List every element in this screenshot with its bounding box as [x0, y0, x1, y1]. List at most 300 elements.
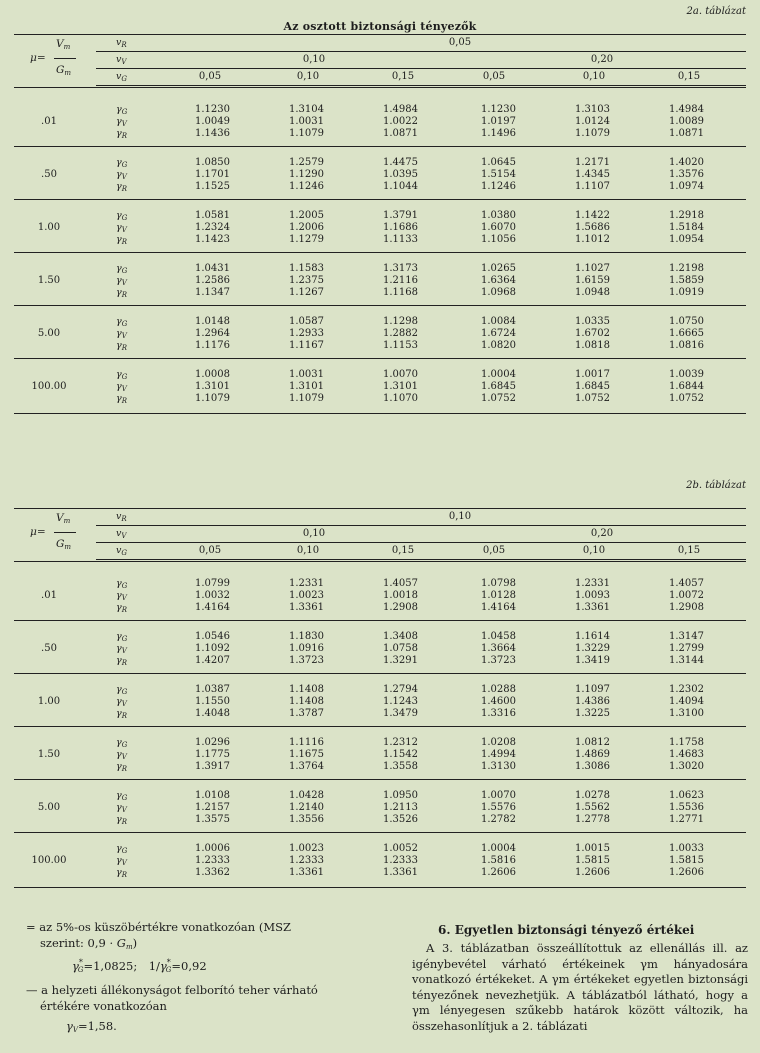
table_a-gamma-label-sub: V [121, 226, 127, 234]
table_a-value-cell: 1.1701 [195, 169, 230, 180]
table_b-value-cell: 1.2302 [669, 684, 704, 695]
table-rule [14, 146, 746, 147]
table_a-value-cell: 1.0004 [481, 369, 516, 380]
table_b-gamma-label-base: γ [116, 814, 122, 825]
mu-fraction-bar [54, 58, 76, 59]
table_a-mu-value: 5.00 [37, 328, 61, 339]
table_b-value-cell: 1.0015 [575, 843, 610, 854]
table_a-gamma-label-sub: V [121, 120, 127, 128]
footnote-line-1: = az 5%-os küszöbértékre vonatkozóan (MSZ [26, 920, 291, 934]
table_a-value-cell: 1.0197 [481, 116, 516, 127]
table_a-value-cell: 1.1079 [195, 393, 230, 404]
table-rule [14, 561, 746, 562]
mu-den-base: G [56, 64, 65, 76]
table_b-value-cell: 1.2771 [669, 814, 704, 825]
mu-numerator [56, 512, 70, 527]
fn-l3-b-val: =0,92 [171, 958, 207, 973]
table_b-value-cell: 1.3100 [669, 708, 704, 719]
table_a-value-cell: 1.0871 [669, 128, 704, 139]
table_a-gamma-label-base: γ [116, 169, 122, 180]
table_a-value-cell: 1.0039 [669, 369, 704, 380]
table_a-gamma-label [116, 234, 127, 248]
table_a-value-cell: 1.0031 [289, 116, 324, 127]
table_b-value-cell: 1.1408 [289, 696, 324, 707]
table_a-value-cell: 1.6702 [575, 328, 610, 339]
table_a-value-cell: 1.1230 [481, 104, 516, 115]
fn-l6-sub: V [72, 1026, 78, 1034]
table_b-value-cell: 1.2794 [383, 684, 418, 695]
fn-l3-sup: * [78, 958, 83, 967]
table_a-value-cell: 1.6844 [669, 381, 704, 392]
table_b-value-cell: 1.2799 [669, 643, 704, 654]
table_a-value-cell: 1.2586 [195, 275, 230, 286]
table_a-gamma-label-base: γ [116, 369, 122, 380]
table-rule [14, 779, 746, 780]
table_a-value-cell: 1.1153 [383, 340, 418, 351]
table_a-value-cell: 1.2006 [289, 222, 324, 233]
table_a-value-cell: 1.0017 [575, 369, 610, 380]
table_a-gamma-label-sub: G [121, 108, 128, 116]
fn-l6-val: =1,58. [77, 1019, 117, 1033]
table_b-value-cell: 1.5536 [669, 802, 704, 813]
table_b-gamma-label-sub: V [121, 700, 127, 708]
table_b-gamma-label-base: γ [116, 708, 122, 719]
table_a-label: 2a. táblázat [686, 6, 746, 17]
table_b-gamma-label-sub: V [121, 594, 127, 602]
table_b-value-cell: 1.0108 [195, 790, 230, 801]
fn-l3-b-gamma: γ [159, 958, 167, 973]
table_a-value-cell: 1.1298 [383, 316, 418, 327]
table_a-gamma-label-sub: R [121, 238, 127, 246]
table_a-value-cell: 1.0919 [669, 287, 704, 298]
table_b-gamma-label-base: γ [116, 696, 122, 707]
table_a-vr-symbol-base: v [116, 37, 122, 48]
table_a-gamma-label [116, 340, 127, 354]
table_b-gamma-label-base: γ [116, 867, 122, 878]
table_b-gamma-label [116, 867, 127, 881]
table_b-value-cell: 1.3526 [383, 814, 418, 825]
table_a-gamma-label-sub: G [121, 214, 128, 222]
fn-l6-gamma: γ [66, 1019, 73, 1033]
table_a-value-cell: 1.2918 [669, 210, 704, 221]
table_b-value-cell: 1.1092 [195, 643, 230, 654]
table_a-gamma-label-sub: R [121, 132, 127, 140]
table_b-value-cell: 1.1614 [575, 631, 610, 642]
table_b-mu-header [30, 512, 100, 556]
mu-num-sub: m [63, 43, 71, 51]
table_b-value-cell: 1.3361 [383, 867, 418, 878]
footnote-line-6 [66, 1019, 117, 1038]
mu-fraction-bar [54, 532, 76, 533]
table_a-value-cell: 1.0049 [195, 116, 230, 127]
table_a-gamma-label-sub: G [121, 373, 128, 381]
table_a-gamma-label-sub: R [121, 397, 127, 405]
table_a-gamma-label-base: γ [116, 275, 122, 286]
table_b-gamma-label-sub: R [121, 765, 127, 773]
table_a-value-cell: 1.3101 [195, 381, 230, 392]
table_b-value-cell: 1.3664 [481, 643, 516, 654]
table_b-mu-value: 5.00 [37, 802, 61, 813]
table-rule [96, 51, 746, 52]
table_a-value-cell: 1.6364 [481, 275, 516, 286]
table_a-gamma-label-sub: V [121, 332, 127, 340]
table_a-gamma-label-sub: R [121, 291, 127, 299]
table_a-value-cell: 1.5859 [669, 275, 704, 286]
table_a-value-cell: 1.1079 [575, 128, 610, 139]
table_a-gamma-label [116, 181, 127, 195]
table_b-value-cell: 1.0546 [195, 631, 230, 642]
table_a-value-cell: 1.0820 [481, 340, 516, 351]
table_a-value-cell: 1.0750 [669, 316, 704, 327]
table_a-value-cell: 1.1347 [195, 287, 230, 298]
table_a-value-cell: 1.1246 [289, 181, 324, 192]
table_a-vr-symbol-sub: R [121, 41, 127, 49]
table_b-value-cell: 1.0296 [195, 737, 230, 748]
table_b-value-cell: 1.4164 [195, 602, 230, 613]
table_a-value-cell: 1.1079 [289, 128, 324, 139]
table_a-value-cell: 1.1290 [289, 169, 324, 180]
table_b-gamma-label-sub: R [121, 659, 127, 667]
table_a-value-cell: 1.4984 [669, 104, 704, 115]
fn-l3-sub: G [77, 965, 84, 974]
table_a-value-cell: 1.0008 [195, 369, 230, 380]
table_b-value-cell: 1.0428 [289, 790, 324, 801]
table_a-value-cell: 1.2324 [195, 222, 230, 233]
table_b-value-cell: 1.3361 [289, 602, 324, 613]
table_b-mu-value: 100.00 [31, 855, 67, 866]
table-rule [14, 34, 746, 35]
table_a-value-cell: 1.0084 [481, 316, 516, 327]
table_b-value-cell: 1.4057 [383, 578, 418, 589]
table_b-gamma-label-base: γ [116, 631, 122, 642]
table_b-value-cell: 1.0278 [575, 790, 610, 801]
table_b-vr-symbol-sub: R [121, 515, 127, 523]
table-rule [14, 305, 746, 306]
section-paragraph: A 3. táblázatban összeállítottuk az ellenállás ill. az igénybevétel várható értékeinek γm hányadosára vonatkozó értékeket. A γm értékeket egyetlen biztonsági tényezőnek nevezhetjük. A táblázatból látható, hogy a γm lényegesen szűkebb határok között változik, ha összehasonlítjuk a 2. táblázati [412, 941, 748, 1033]
table_a-value-cell: 1.0265 [481, 263, 516, 274]
table_a-value-cell: 1.0968 [481, 287, 516, 298]
mu-den-sub: m [64, 69, 72, 77]
table_a-value-cell: 1.1230 [195, 104, 230, 115]
table_b-value-cell: 1.2333 [289, 855, 324, 866]
table-rule [14, 887, 746, 888]
table_a-mu-header [30, 38, 100, 82]
mu-den-sub: m [64, 543, 72, 551]
table_b-value-cell: 1.1542 [383, 749, 418, 760]
table_a-gamma-label-base: γ [116, 263, 122, 274]
table_b-gamma-label [116, 655, 127, 669]
table_a-value-cell: 1.0587 [289, 316, 324, 327]
table_b-value-cell: 1.2782 [481, 814, 516, 825]
table_a-value-cell: 1.1070 [383, 393, 418, 404]
table_a-value-cell: 1.1686 [383, 222, 418, 233]
table_b-vr-symbol-base: v [116, 511, 122, 522]
table_a-vg-value: 0,05 [198, 71, 222, 82]
table_a-vg-value: 0,15 [391, 71, 415, 82]
table_b-value-cell: 1.3361 [289, 867, 324, 878]
table_b-vv-symbol [116, 528, 126, 542]
fn-l3-b-pre: 1/ [148, 958, 160, 973]
table_a-value-cell: 1.0818 [575, 340, 610, 351]
mu-denominator [56, 538, 71, 553]
table_a-value-cell: 1.1012 [575, 234, 610, 245]
table_a-value-cell: 1.0070 [383, 369, 418, 380]
table_b-value-cell: 1.0288 [481, 684, 516, 695]
table_b-vg-value: 0,15 [677, 545, 701, 556]
table_b-value-cell: 1.3787 [289, 708, 324, 719]
table_a-value-cell: 1.1496 [481, 128, 516, 139]
table-rule [14, 673, 746, 674]
table_a-value-cell: 1.6070 [481, 222, 516, 233]
table_b-value-cell: 1.3291 [383, 655, 418, 666]
table_b-value-cell: 1.2331 [289, 578, 324, 589]
table_b-value-cell: 1.1675 [289, 749, 324, 760]
table-rule [14, 620, 746, 621]
table_a-mu-value: 1.50 [37, 275, 61, 286]
table_a-value-cell: 1.3791 [383, 210, 418, 221]
table_b-value-cell: 1.0093 [575, 590, 610, 601]
table_b-gamma-label-sub: G [121, 847, 128, 855]
table_a-gamma-label-base: γ [116, 181, 122, 192]
table_a-value-cell: 1.1525 [195, 181, 230, 192]
table_b-value-cell: 1.2140 [289, 802, 324, 813]
table_b-mu-value: 1.50 [37, 749, 61, 760]
table_a-value-cell: 1.5184 [669, 222, 704, 233]
table_b-value-cell: 1.1758 [669, 737, 704, 748]
table_b-vr-symbol [116, 511, 127, 525]
table_b-value-cell: 1.1097 [575, 684, 610, 695]
table_b-value-cell: 1.0033 [669, 843, 704, 854]
table_b-value-cell: 1.3229 [575, 643, 610, 654]
table_a-value-cell: 1.0850 [195, 157, 230, 168]
table_a-gamma-label [116, 287, 127, 301]
table_a-gamma-label-base: γ [116, 116, 122, 127]
fn-l2-post: ) [132, 936, 138, 950]
table_a-value-cell: 1.0581 [195, 210, 230, 221]
fn-l2-var: G [116, 936, 126, 950]
table_a-gamma-label-base: γ [116, 287, 122, 298]
table_a-vv-symbol-sub: V [121, 58, 127, 66]
table_a-gamma-label [116, 393, 127, 407]
table_b-value-cell: 1.4207 [195, 655, 230, 666]
table_a-value-cell: 1.1176 [195, 340, 230, 351]
table_b-mu-value: .50 [41, 643, 57, 654]
table_b-gamma-label [116, 761, 127, 775]
table_b-value-cell: 1.3362 [195, 867, 230, 878]
table_b-vg-value: 0,05 [482, 545, 506, 556]
table_a-gamma-label-base: γ [116, 328, 122, 339]
table_a-vv-symbol [116, 54, 126, 68]
table_b-value-cell: 1.3764 [289, 761, 324, 772]
table_b-value-cell: 1.3723 [289, 655, 324, 666]
table_a-value-cell: 1.0948 [575, 287, 610, 298]
table_b-value-cell: 1.0023 [289, 843, 324, 854]
table_a-value-cell: 1.6724 [481, 328, 516, 339]
table_b-value-cell: 1.0758 [383, 643, 418, 654]
table_b-vg-value: 0,15 [391, 545, 415, 556]
table_a-gamma-label-base: γ [116, 222, 122, 233]
table_b-value-cell: 1.3419 [575, 655, 610, 666]
table-rule [96, 85, 746, 86]
table_a-gamma-label-sub: R [121, 185, 127, 193]
table_a-value-cell: 1.4475 [383, 157, 418, 168]
table-rule [14, 358, 746, 359]
table_b-value-cell: 1.0458 [481, 631, 516, 642]
table_b-vr-value: 0,10 [448, 511, 472, 522]
table_b-vg-value: 0,10 [296, 545, 320, 556]
table_b-gamma-label-sub: V [121, 806, 127, 814]
table-rule [14, 832, 746, 833]
table-rule [96, 525, 746, 526]
table_b-value-cell: 1.3361 [575, 602, 610, 613]
table_b-value-cell: 1.0072 [669, 590, 704, 601]
table_a-value-cell: 1.0752 [481, 393, 516, 404]
table_b-value-cell: 1.3917 [195, 761, 230, 772]
table_b-gamma-label [116, 708, 127, 722]
table_a-vr-value: 0,05 [448, 37, 472, 48]
table_a-value-cell: 1.3103 [575, 104, 610, 115]
table_a-value-cell: 1.1267 [289, 287, 324, 298]
table_b-vg-value: 0,05 [198, 545, 222, 556]
mu-lhs: μ= [30, 526, 46, 538]
table_b-value-cell: 1.0623 [669, 790, 704, 801]
table_b-value-cell: 1.2908 [669, 602, 704, 613]
table_b-value-cell: 1.1116 [289, 737, 324, 748]
table_a-value-cell: 1.2964 [195, 328, 230, 339]
table_a-gamma-label-base: γ [116, 104, 122, 115]
table_a-value-cell: 1.1583 [289, 263, 324, 274]
table-rule [96, 68, 746, 69]
table_a-value-cell: 1.0124 [575, 116, 610, 127]
table_b-gamma-label-base: γ [116, 655, 122, 666]
table_a-value-cell: 1.2579 [289, 157, 324, 168]
table_b-value-cell: 1.3144 [669, 655, 704, 666]
table_b-value-cell: 1.0052 [383, 843, 418, 854]
table_a-vg-value: 0,05 [482, 71, 506, 82]
table_a-vg-symbol [116, 71, 127, 85]
fn-l3-b-sub: G [165, 965, 172, 974]
table_a-gamma-label-sub: V [121, 385, 127, 393]
table_a-value-cell: 1.0816 [669, 340, 704, 351]
table_b-value-cell: 1.3316 [481, 708, 516, 719]
table_a-value-cell: 1.4345 [575, 169, 610, 180]
table_b-value-cell: 1.2606 [669, 867, 704, 878]
mu-num-sub: m [63, 517, 71, 525]
table_a-value-cell: 1.2005 [289, 210, 324, 221]
fn-l2-sub: m [125, 943, 133, 951]
table_a-value-cell: 1.1423 [195, 234, 230, 245]
table_b-vv-symbol-base: v [116, 528, 122, 539]
table_b-value-cell: 1.0208 [481, 737, 516, 748]
table_b-gamma-label-base: γ [116, 802, 122, 813]
table-title: Az osztott biztonsági tényezők [283, 20, 477, 33]
table_a-gamma-label-base: γ [116, 128, 122, 139]
table_a-mu-value: 100.00 [31, 381, 67, 392]
table_a-mu-value: 1.00 [37, 222, 61, 233]
table_b-value-cell: 1.3408 [383, 631, 418, 642]
table_a-value-cell: 1.2198 [669, 263, 704, 274]
table_a-value-cell: 1.0335 [575, 316, 610, 327]
table_b-value-cell: 1.4057 [669, 578, 704, 589]
table_a-value-cell: 1.0645 [481, 157, 516, 168]
table_b-value-cell: 1.3225 [575, 708, 610, 719]
table_a-value-cell: 1.1044 [383, 181, 418, 192]
table_a-value-cell: 1.3104 [289, 104, 324, 115]
table_a-value-cell: 1.0148 [195, 316, 230, 327]
table_b-gamma-label-base: γ [116, 684, 122, 695]
table_b-value-cell: 1.3086 [575, 761, 610, 772]
table_b-value-cell: 1.2331 [575, 578, 610, 589]
table_a-mu-value: .50 [41, 169, 57, 180]
table_a-gamma-label-base: γ [116, 316, 122, 327]
table_b-value-cell: 1.2606 [575, 867, 610, 878]
table_b-vg-symbol-base: v [116, 545, 122, 556]
table_a-vg-value: 0,10 [296, 71, 320, 82]
table_a-value-cell: 1.1079 [289, 393, 324, 404]
table_a-gamma-label-base: γ [116, 157, 122, 168]
table_a-value-cell: 1.2375 [289, 275, 324, 286]
table_b-value-cell: 1.2312 [383, 737, 418, 748]
table_b-value-cell: 1.4094 [669, 696, 704, 707]
table_a-gamma-label-sub: G [121, 320, 128, 328]
table_b-value-cell: 1.4994 [481, 749, 516, 760]
table-rule [14, 726, 746, 727]
table_b-value-cell: 1.0916 [289, 643, 324, 654]
table_b-value-cell: 1.2113 [383, 802, 418, 813]
table_a-value-cell: 1.1422 [575, 210, 610, 221]
table_b-value-cell: 1.4869 [575, 749, 610, 760]
table_a-value-cell: 1.1167 [289, 340, 324, 351]
table_a-gamma-label-base: γ [116, 234, 122, 245]
table_b-gamma-label-sub: G [121, 688, 128, 696]
table_a-vg-symbol-sub: G [121, 75, 127, 83]
table_b-value-cell: 1.5562 [575, 802, 610, 813]
table_a-value-cell: 1.0871 [383, 128, 418, 139]
table_b-value-cell: 1.1830 [289, 631, 324, 642]
table_b-value-cell: 1.3020 [669, 761, 704, 772]
table_b-gamma-label-base: γ [116, 790, 122, 801]
table_b-value-cell: 1.1550 [195, 696, 230, 707]
table_a-gamma-label-base: γ [116, 210, 122, 221]
table_a-value-cell: 1.2882 [383, 328, 418, 339]
table_a-gamma-label-base: γ [116, 393, 122, 404]
table_a-value-cell: 1.1279 [289, 234, 324, 245]
mu-denominator [56, 64, 71, 79]
table_b-value-cell: 1.0004 [481, 843, 516, 854]
table_b-value-cell: 1.0950 [383, 790, 418, 801]
table_b-value-cell: 1.1775 [195, 749, 230, 760]
fn-l2-pre: szerint: 0,9 · [40, 936, 114, 950]
table_a-value-cell: 1.0954 [669, 234, 704, 245]
table_a-value-cell: 1.0022 [383, 116, 418, 127]
table_b-gamma-label-sub: R [121, 712, 127, 720]
table_a-vg-value: 0,10 [582, 71, 606, 82]
table_b-value-cell: 1.3130 [481, 761, 516, 772]
table_b-value-cell: 1.3575 [195, 814, 230, 825]
table_b-value-cell: 1.4386 [575, 696, 610, 707]
table_a-value-cell: 1.0752 [669, 393, 704, 404]
table_a-value-cell: 1.0031 [289, 369, 324, 380]
table_b-value-cell: 1.0023 [289, 590, 324, 601]
table_b-value-cell: 1.4600 [481, 696, 516, 707]
table_a-value-cell: 1.0380 [481, 210, 516, 221]
table_b-mu-value: 1.00 [37, 696, 61, 707]
table_b-value-cell: 1.0387 [195, 684, 230, 695]
table_b-value-cell: 1.0032 [195, 590, 230, 601]
table_a-gamma-label-sub: V [121, 173, 127, 181]
table_a-value-cell: 1.2116 [383, 275, 418, 286]
table_b-gamma-label-base: γ [116, 643, 122, 654]
